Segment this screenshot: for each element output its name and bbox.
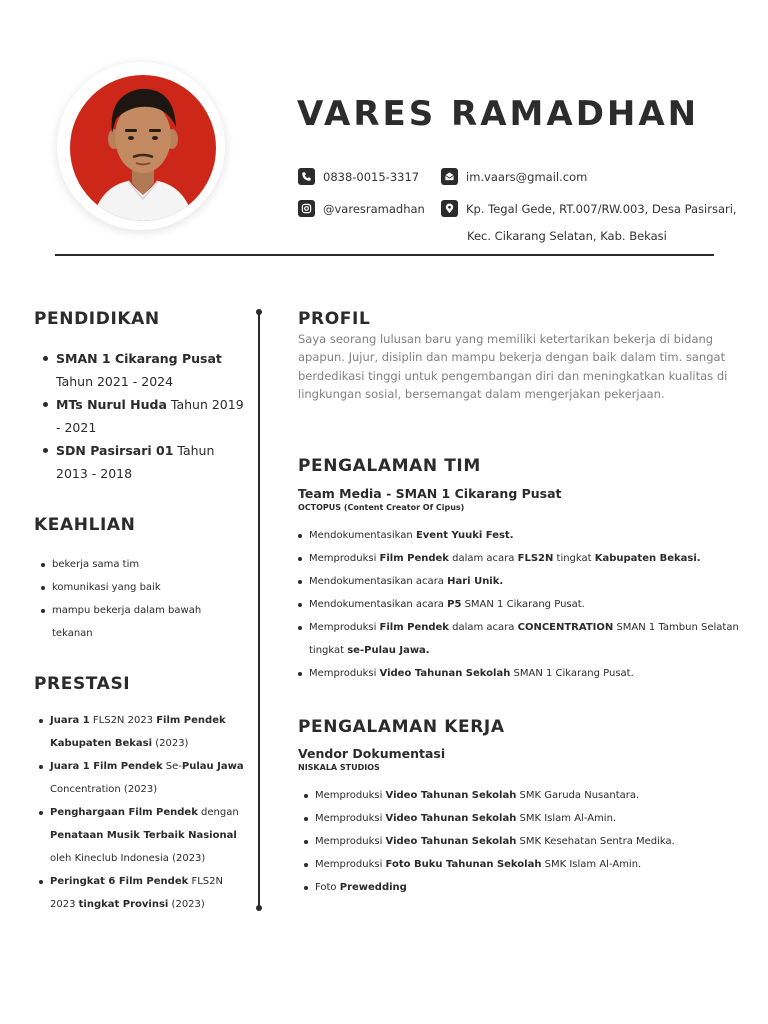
team-experience-item: [309, 524, 749, 547]
text: Memproduksi: [315, 836, 386, 847]
education-years: Tahun 2021 - 2024: [56, 374, 174, 389]
profile-text: Saya seorang lulusan baru yang memiliki ketertarikan bekerja di bidang apapun. Jujur, disiplin dan mampu bekerja dengan baik dalam tim. sangat berdedikasi tinggi untuk pengembangan diri dan meningkatkan kualitas di lingkungan sosial, bersemangat dalam mengerjakan pekerjaan.: [298, 332, 728, 401]
team-organization: OCTOPUS (Content Creator Of Cipus): [298, 503, 465, 512]
text: Memproduksi: [315, 790, 386, 801]
bold-text: Event Yuuki Fest.: [415, 530, 514, 541]
work-experience-heading: PENGALAMAN KERJA: [298, 717, 505, 737]
contact-instagram[interactable]: [298, 200, 425, 217]
bold-text: se-Pulau Jawa.: [347, 645, 430, 656]
skill-item: komunikasi yang baik: [52, 576, 242, 599]
team-role: Team Media - SMAN 1 Cikarang Pusat: [298, 486, 562, 501]
work-experience-item: [315, 784, 755, 807]
text: SMAN 1 Cikarang Pusat.: [461, 599, 585, 610]
bold-text: Film Pendek: [379, 553, 449, 564]
text: tingkat: [553, 553, 595, 564]
work-role: Vendor Dokumentasi: [298, 746, 446, 761]
text: FLS2N 2023: [89, 715, 157, 726]
person-portrait-icon: [70, 75, 216, 221]
bold-text: Video Tahunan Sekolah: [379, 668, 511, 679]
address-line1: Kp. Tegal Gede, RT.007/RW.003, Desa Pasirsari,: [466, 201, 737, 216]
skills-heading: KEAHLIAN: [34, 515, 136, 535]
bold-text: Video Tahunan Sekolah: [385, 790, 517, 801]
work-experience-item: [315, 853, 755, 876]
text: Memproduksi: [315, 859, 386, 870]
email-text: im.vaars@gmail.com: [466, 169, 588, 184]
contact-phone[interactable]: [298, 168, 419, 185]
achievement-item: [50, 870, 250, 916]
education-years: Tahun 2013 - 2018: [56, 443, 215, 481]
text: Concentration (2023): [50, 784, 158, 795]
location-pin-icon: [441, 200, 458, 217]
contact-email[interactable]: [441, 168, 587, 185]
text: SMK Islam Al-Amin.: [516, 813, 617, 824]
text: SMK Kesehatan Sentra Medika.: [516, 836, 675, 847]
education-item: [56, 439, 246, 485]
bold-text: Film Pendek: [379, 622, 449, 633]
achievements-heading: PRESTASI: [34, 674, 131, 694]
text: dalam acara: [448, 622, 518, 633]
bold-text: Juara 1 Film Pendek: [50, 761, 163, 772]
divider-bottom-dot: [256, 905, 262, 911]
phone-icon: [298, 168, 315, 185]
team-experience-list: [309, 524, 749, 685]
bold-text: Penghargaan Film Pendek: [50, 807, 198, 818]
achievements-list: [50, 709, 250, 916]
work-experience-list: [315, 784, 755, 899]
skills-list: [52, 553, 242, 645]
column-divider: [258, 311, 260, 908]
profile-photo: [70, 75, 216, 221]
text: Se-: [162, 761, 182, 772]
skill-item: mampu bekerja dalam bawah tekanan: [52, 599, 217, 645]
profile-heading: PROFIL: [298, 309, 371, 329]
achievement-item: [50, 709, 250, 755]
text: (2023): [152, 738, 189, 749]
text: Mendokumentasikan acara: [309, 576, 448, 587]
text: FLS2N 2023: [50, 876, 223, 910]
text: SMK Garuda Nusantara.: [516, 790, 640, 801]
work-experience-item: [315, 876, 755, 899]
text: (2023): [168, 899, 205, 910]
team-experience-item: [309, 570, 749, 593]
text: Memproduksi: [309, 553, 380, 564]
education-item: [56, 393, 246, 439]
team-experience-item: [309, 616, 749, 662]
instagram-icon: [298, 200, 315, 217]
bold-text: Penataan Musik Terbaik Nasional: [50, 830, 237, 841]
bold-text: tingkat Provinsi: [78, 899, 169, 910]
bold-text: Juara 1: [50, 715, 90, 726]
education-list: [56, 347, 246, 485]
education-school: MTs Nurul Huda: [56, 397, 167, 412]
text: Foto: [315, 882, 340, 893]
bold-text: FLS2N: [517, 553, 554, 564]
instagram-text: @varesramadhan: [323, 201, 425, 216]
bold-text: CONCENTRATION: [517, 622, 614, 633]
bold-text: Pulau Jawa: [181, 761, 244, 772]
skill-item: bekerja sama tim: [52, 553, 242, 576]
divider-top-dot: [256, 309, 262, 315]
text: dalam acara: [448, 553, 518, 564]
phone-text: 0838-0015-3317: [323, 169, 420, 184]
work-experience-item: [315, 830, 755, 853]
text: dengan: [197, 807, 239, 818]
bold-text: Video Tahunan Sekolah: [385, 813, 517, 824]
bold-text: Video Tahunan Sekolah: [385, 836, 517, 847]
bold-text: Film Pendek Kabupaten Bekasi: [50, 715, 226, 749]
team-experience-item: [309, 662, 749, 685]
text: SMAN 1 Cikarang Pusat.: [510, 668, 634, 679]
team-experience-item: [309, 593, 749, 616]
education-school: SDN Pasirsari 01: [56, 443, 174, 458]
bold-text: Hari Unik.: [447, 576, 504, 587]
achievement-item: [50, 801, 250, 870]
text: SMK Islam Al-Amin.: [541, 859, 642, 870]
text: SMAN 1 Tambun Selatan tingkat: [309, 622, 739, 656]
team-experience-heading: PENGALAMAN TIM: [298, 456, 481, 476]
header-divider: [55, 254, 714, 256]
team-experience-item: [309, 547, 749, 570]
bold-text: Peringkat 6 Film Pendek: [50, 876, 189, 887]
text: Mendokumentasikan: [309, 530, 416, 541]
bold-text: Kabupaten Bekasi.: [594, 553, 701, 564]
education-school: SMAN 1 Cikarang Pusat: [56, 351, 222, 366]
text: Memproduksi: [309, 668, 380, 679]
bold-text: Prewedding: [339, 882, 407, 893]
achievement-item: [50, 755, 250, 801]
text: Memproduksi: [315, 813, 386, 824]
contact-address: [441, 200, 737, 217]
candidate-name: VARES RAMADHAN: [297, 94, 700, 134]
education-heading: PENDIDIKAN: [34, 309, 160, 329]
education-item: [56, 347, 246, 393]
bold-text: Foto Buku Tahunan Sekolah: [385, 859, 542, 870]
education-years: Tahun 2019 - 2021: [56, 397, 244, 435]
address-line2: Kec. Cikarang Selatan, Kab. Bekasi: [467, 229, 667, 243]
work-experience-item: [315, 807, 755, 830]
bold-text: P5: [447, 599, 462, 610]
work-organization: NISKALA STUDIOS: [298, 763, 380, 772]
text: Memproduksi: [309, 622, 380, 633]
text: Mendokumentasikan acara: [309, 599, 448, 610]
email-icon: [441, 168, 458, 185]
text: oleh Kineclub Indonesia (2023): [50, 853, 206, 864]
